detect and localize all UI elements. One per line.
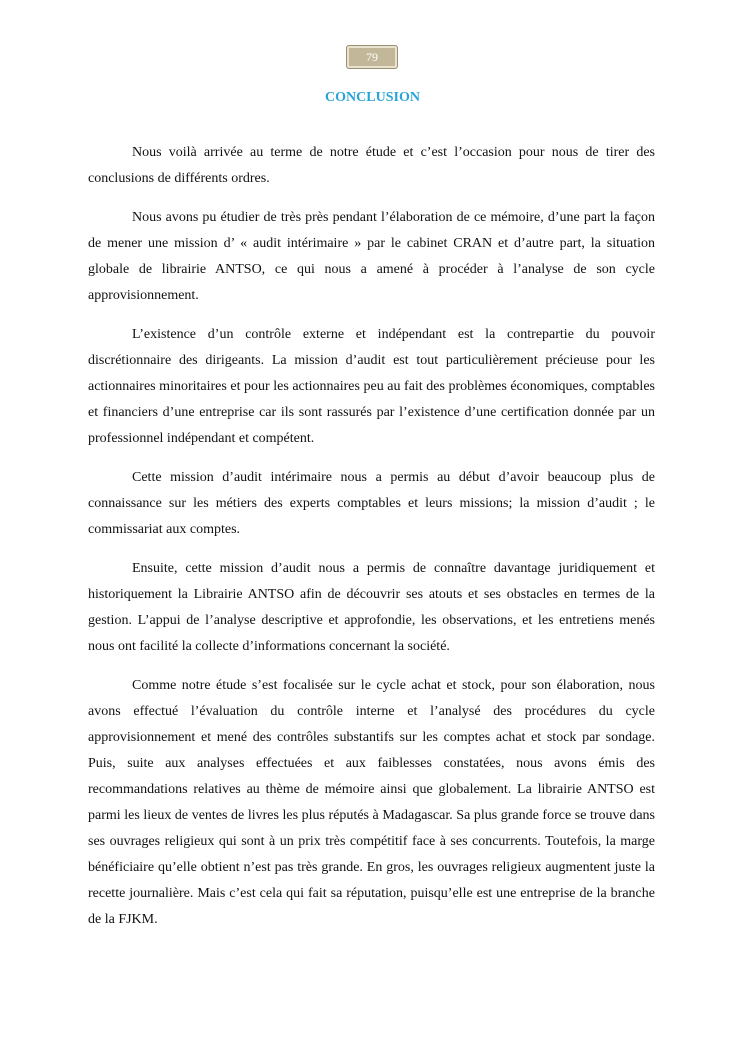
paragraph: Nous voilà arrivée au terme de notre étude et c’est l’occasion pour nous de tirer des conclusions de différents ordres. bbox=[88, 145, 655, 186]
paragraph: Nous avons pu étudier de très près pendant l’élaboration de ce mémoire, d’une part la façon de mener une mission d’ « audit intérimaire » par le cabinet CRAN et d’autre part, la situation globale de librairie ANTSO, ce qui nous a amené à procéder à l’analyse de son cycle approvisionnement. bbox=[88, 210, 655, 303]
page-title: CONCLUSION bbox=[325, 90, 420, 105]
page-number-badge: 79 bbox=[346, 45, 398, 69]
paragraph: Cette mission d’audit intérimaire nous a permis au début d’avoir beaucoup plus de connaissance sur les métiers des experts comptables et leurs missions; la mission d’audit ; le commissariat aux comptes. bbox=[88, 470, 655, 537]
paragraph: L’existence d’un contrôle externe et indépendant est la contrepartie du pouvoir discrétionnaire des dirigeants. La mission d’audit est tout particulièrement précieuse pour les actionnaires minoritaires et pour les actionnaires peu au fait des problèmes économiques, comptables et financiers d’une entreprise car ils sont rassurés par l’existence d’une certification donnée par un professionnel indépendant et compétent. bbox=[88, 327, 655, 446]
paragraph: Comme notre étude s’est focalisée sur le cycle achat et stock, pour son élaboration, nous avons effectué l’évaluation du contrôle interne et l’analysé des procédures du cycle approvisionnement et mené des contrôles substantifs sur les comptes achat et stock par sondage. Puis, suite aux analyses effectuées et aux faiblesses constatées, nous avons émis des recommandations relatives au thème de mémoire ainsi que globalement. La librairie ANTSO est parmi les lieux de ventes de livres les plus réputés à Madagascar. Sa plus grande force se trouve dans ses ouvrages religieux qui sont à un prix très compétitif face à ses concurrents. Toutefois, la marge bénéficiaire qu’elle obtient n’est pas très grande. En gros, les ouvrages religieux augmentent juste la recette journalière. Mais c’est cela qui fait sa réputation, puisqu’elle est une entreprise de la branche de la FJKM. bbox=[88, 678, 655, 927]
paragraph: Ensuite, cette mission d’audit nous a permis de connaître davantage juridiquement et historiquement la Librairie ANTSO afin de découvrir ses atouts et ses obstacles en termes de la gestion. L’appui de l’analyse descriptive et approfondie, les observations, et les entretiens menés nous ont facilité la collecte d’informations concernant la société. bbox=[88, 561, 655, 654]
document-body bbox=[88, 140, 655, 946]
